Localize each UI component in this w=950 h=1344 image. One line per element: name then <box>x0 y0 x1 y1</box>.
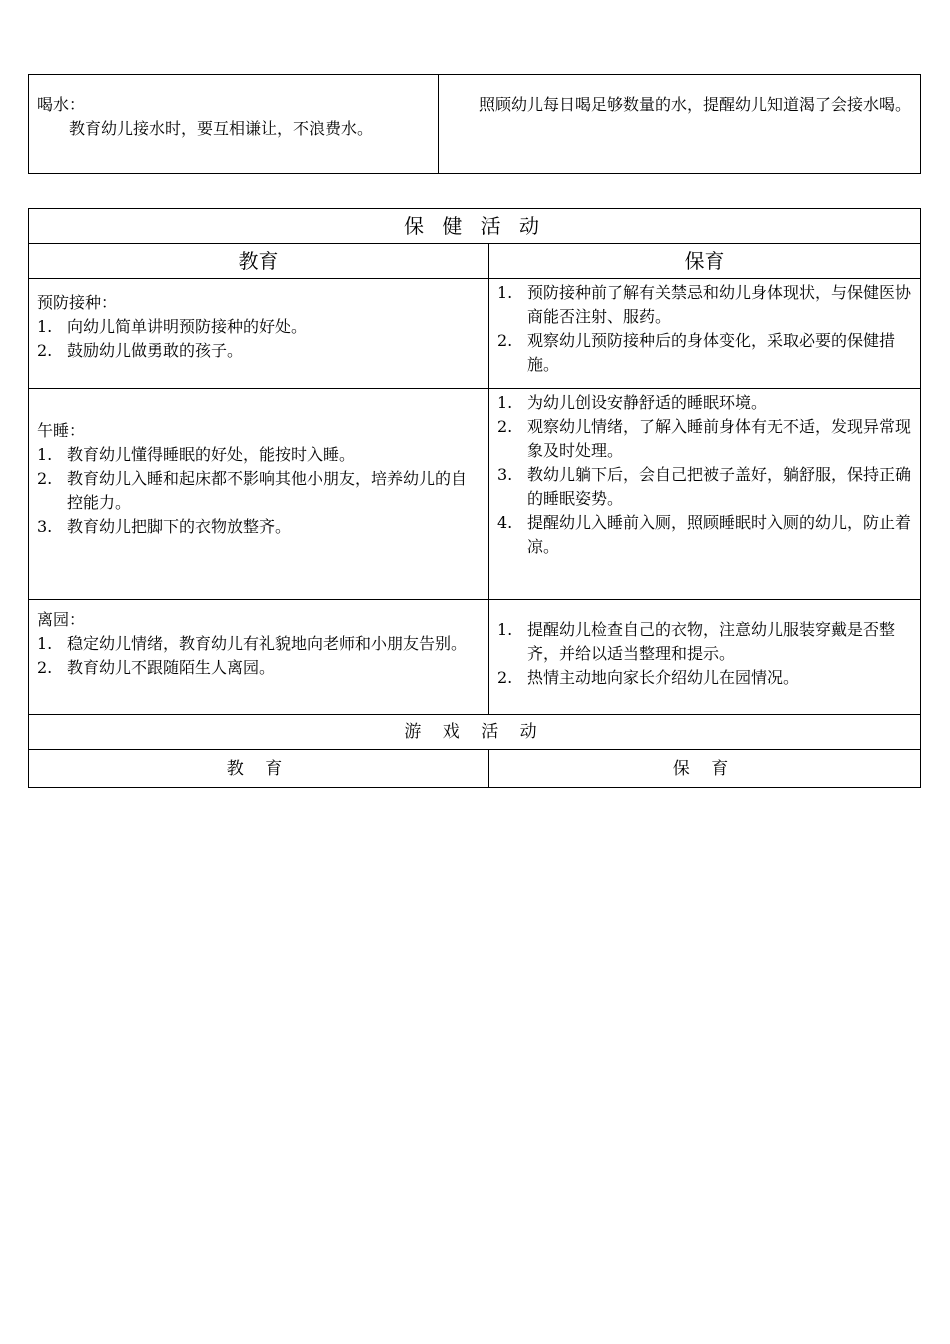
game-title-row <box>29 715 921 750</box>
health-title: 保 健 活 动 <box>29 209 921 244</box>
list-item: 4. 提醒幼儿入睡前入厕，照顾睡眠时入厕的幼儿，防止着凉。 <box>497 513 912 556</box>
list-item: 1. 教育幼儿懂得睡眠的好处，能按时入睡。 <box>37 445 356 464</box>
list-item: 2. 观察幼儿预防接种后的身体变化，采取必要的保健措施。 <box>497 331 896 374</box>
nap-edu-title: 午睡： <box>37 421 86 440</box>
vaccine-edu-list <box>37 315 480 363</box>
water-edu-title: 喝水： <box>37 95 86 114</box>
health-col-care: 保育 <box>489 244 921 279</box>
list-item: 1. 稳定幼儿情绪，教育幼儿有礼貌地向老师和小朋友告别。 <box>37 634 468 653</box>
list-item: 3. 教育幼儿把脚下的衣物放整齐。 <box>37 517 292 536</box>
game-header-row <box>29 750 921 788</box>
water-table <box>28 74 921 174</box>
vaccine-edu-cell <box>29 279 489 389</box>
health-table <box>28 208 921 788</box>
table-row <box>29 600 921 715</box>
vaccine-care-list <box>497 281 912 377</box>
list-item: 1. 为幼儿创设安静舒适的睡眠环境。 <box>497 393 768 412</box>
leave-edu-title: 离园： <box>37 610 86 629</box>
nap-care-list <box>497 391 912 559</box>
nap-edu-cell <box>29 389 489 600</box>
leave-care-list <box>497 618 912 690</box>
game-title: 游 戏 活 动 <box>29 715 921 750</box>
list-item: 1. 提醒幼儿检查自己的衣物，注意幼儿服装穿戴是否整齐，并给以适当整理和提示。 <box>497 620 896 663</box>
list-item: 2. 教育幼儿不跟随陌生人离园。 <box>37 658 276 677</box>
leave-edu-cell <box>29 600 489 715</box>
list-item: 2. 教育幼儿入睡和起床都不影响其他小朋友，培养幼儿的自控能力。 <box>37 469 468 512</box>
vaccine-care-cell <box>489 279 921 389</box>
vaccine-edu-title: 预防接种： <box>37 293 118 312</box>
game-col-care: 保 育 <box>489 750 921 788</box>
game-col-edu: 教 育 <box>29 750 489 788</box>
list-item: 3. 教幼儿躺下后，会自己把被子盖好，躺舒服，保持正确的睡眠姿势。 <box>497 465 912 508</box>
health-title-row <box>29 209 921 244</box>
water-care-text: 照顾幼儿每日喝足够数量的水，提醒幼儿知道渴了会接水喝。 <box>479 95 912 114</box>
nap-edu-list <box>37 443 480 539</box>
water-edu-text: 教育幼儿接水时，要互相谦让，不浪费水。 <box>69 119 374 138</box>
health-col-edu: 教育 <box>29 244 489 279</box>
water-row <box>29 75 921 174</box>
water-care-cell <box>439 75 921 174</box>
leave-edu-list <box>37 632 480 680</box>
leave-care-cell <box>489 600 921 715</box>
list-item: 2. 鼓励幼儿做勇敢的孩子。 <box>37 341 244 360</box>
list-item: 1. 预防接种前了解有关禁忌和幼儿身体现状，与保健医协商能否注射、服药。 <box>497 283 912 326</box>
nap-care-cell <box>489 389 921 600</box>
list-item: 2. 观察幼儿情绪，了解入睡前身体有无不适，发现异常现象及时处理。 <box>497 417 912 460</box>
water-edu-cell <box>29 75 439 174</box>
health-header-row <box>29 244 921 279</box>
list-item: 1. 向幼儿简单讲明预防接种的好处。 <box>37 317 308 336</box>
table-row <box>29 279 921 389</box>
table-row <box>29 389 921 600</box>
list-item: 2. 热情主动地向家长介绍幼儿在园情况。 <box>497 668 800 687</box>
